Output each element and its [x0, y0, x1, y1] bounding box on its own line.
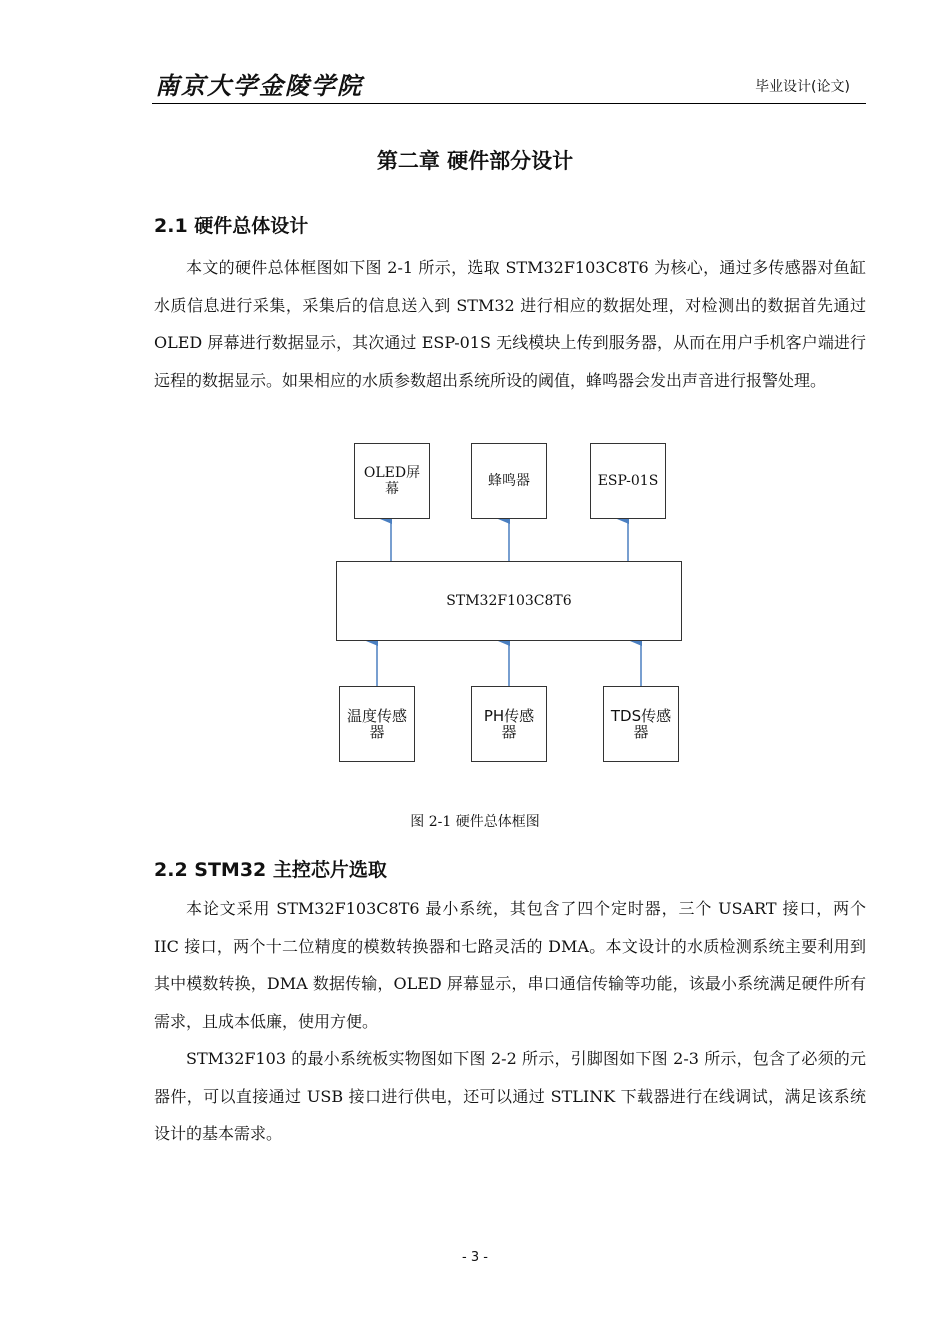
diagram-label-oled: OLED屏幕 — [363, 465, 421, 497]
diagram-label-core: STM32F103C8T6 — [446, 593, 572, 609]
section-2-2-body — [154, 890, 866, 1153]
diagram-label-temp-sensor: 温度传感器 — [346, 707, 407, 741]
figure-caption: 图 2-1 硬件总体框图 — [410, 814, 540, 830]
header-doc-type: 毕业设计(论文) — [755, 79, 850, 95]
section-2-2-paragraph-1: 本论文采用 STM32F103C8T6 最小系统，其包含了四个定时器，三个 USART 接口，两个 IIC 接口，两个十二位精度的模数转换器和七路灵活的 DMA。本文设计的水质检测系统主要利用到其中模数转换，DMA 数据传输，OLED 屏幕显示，串口通信传输等功能，该最小系统满足硬件所有需求，且成本低廉，使用方便。 — [154, 899, 866, 1031]
page-number: - 3 - — [462, 1250, 488, 1265]
diagram-label-esp: ESP-01S — [597, 473, 659, 489]
chapter-title: 第二章 硬件部分设计 — [376, 149, 574, 173]
section-title-2-2: 2.2 STM32 主控芯片选取 — [154, 859, 387, 881]
diagram-label-tds-sensor: TDS传感器 — [610, 707, 672, 741]
diagram-label-buzzer: 蜂鸣器 — [488, 473, 530, 489]
section-2-1-paragraph: 本文的硬件总体框图如下图 2-1 所示，选取 STM32F103C8T6 为核心，通过多传感器对鱼缸水质信息进行采集，采集后的信息送入到 STM32 进行相应的数据处理，对检测出的数据首先通过 OLED 屏幕进行数据显示，其次通过 ESP-01S 无线模块上传到服务器，从而在用户手机客户端进行远程的数据显示。如果相应的水质参数超出系统所设的阈值，蜂鸣器会发出声音进行报警处理。 — [154, 258, 866, 390]
section-title-2-1: 2.1 硬件总体设计 — [154, 215, 309, 237]
diagram-box-esp — [590, 443, 666, 519]
diagram-box-temp-sensor — [339, 686, 415, 762]
diagram-box-buzzer — [471, 443, 547, 519]
diagram-box-oled — [354, 443, 430, 519]
header-divider — [152, 103, 866, 104]
diagram-box-tds-sensor — [603, 686, 679, 762]
section-2-2-paragraph-2: STM32F103 的最小系统板实物图如下图 2-2 所示，引脚图如下图 2-3 所示，包含了必须的元器件，可以直接通过 USB 接口进行供电，还可以通过 STLINK 下载器进行在线调试，满足该系统设计的基本需求。 — [154, 1049, 866, 1143]
diagram-box-ph-sensor — [471, 686, 547, 762]
diagram-box-core — [336, 561, 682, 641]
header-school-name: 南京大学金陵学院 — [155, 71, 363, 100]
diagram-label-ph-sensor: PH传感器 — [483, 707, 535, 741]
